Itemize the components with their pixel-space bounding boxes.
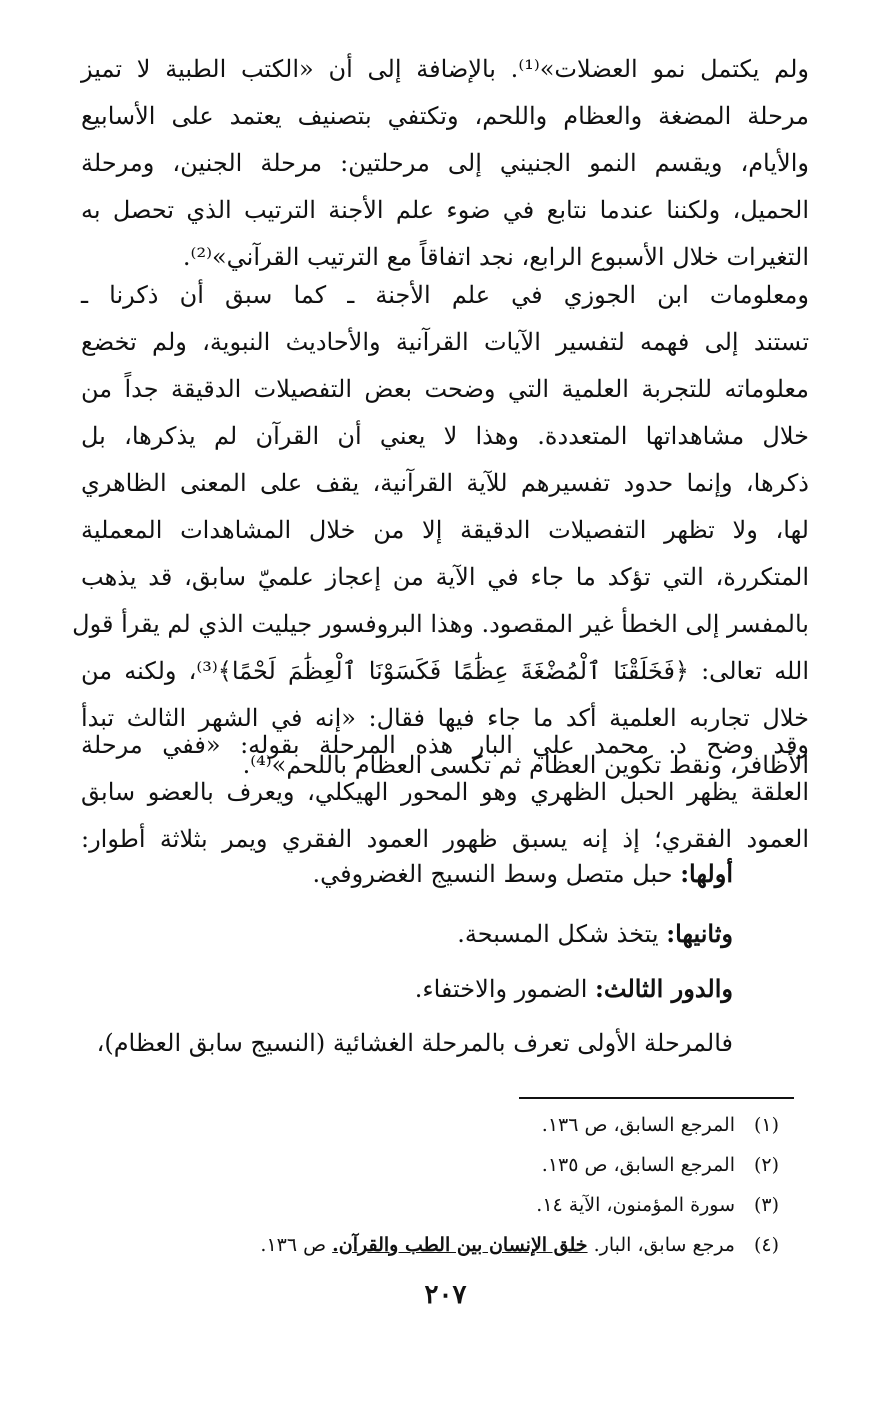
footnote-text: المرجع السابق، ص ١٣٥. xyxy=(541,1154,735,1176)
footnote-number: (١) xyxy=(753,1114,779,1136)
text-line: الحميل، ولكننا عندما نتابع في ضوء علم الأجنة الترتيب الذي تحصل به xyxy=(81,196,810,224)
paragraph-1 xyxy=(81,46,809,281)
stage-label: والدور الثالث: xyxy=(595,974,733,1003)
text-line: خلال مشاهداتها المتعددة. وهذا لا يعني أن القرآن لم يذكرها، بل xyxy=(81,422,809,450)
text-line: مرحلة المضغة والعظام واللحم، وتكتفي بتصنيف يعتمد على الأسابيع xyxy=(81,102,809,130)
footnote-text: مرجع سابق، البار. xyxy=(593,1234,735,1256)
footnote-number: (٣) xyxy=(753,1194,779,1216)
stage-item-1 xyxy=(313,850,733,897)
stage-label: وثانيها: xyxy=(666,919,733,948)
text-line: خلال تجاربه العلمية أكد ما جاء فيها فقال: «إنه في الشهر الثالث تبدأ xyxy=(81,704,809,732)
text-line: العمود الفقري؛ إذ إنه يسبق ظهور العمود الفقري ويمر بثلاثة أطوار: xyxy=(81,825,809,853)
footnote-page: ص ١٣٦. xyxy=(260,1234,327,1256)
text-line: ذكرها، وإنما حدود تفسيرهم للآية القرآنية، يقف على المعنى الظاهري xyxy=(81,469,809,497)
stage-text: يتخذ شكل المسبحة. xyxy=(457,920,659,948)
text-line: المتكررة، التي تؤكد ما جاء في الآية من إعجاز علميّ سابق، قد يذهب xyxy=(81,563,809,591)
stage-label: أولها: xyxy=(680,859,733,888)
footnote-text: المرجع السابق، ص ١٣٦. xyxy=(541,1114,735,1136)
stage-text: حبل متصل وسط النسيج الغضروفي. xyxy=(312,860,673,888)
stage-item-2 xyxy=(457,910,733,957)
text-line: وقد وضح د. محمد علي البار هذه المرحلة بقوله: «ففي مرحلة xyxy=(81,731,810,759)
text-line: ولم يكتمل نمو العضلات»⁽¹⁾. بالإضافة إلى أن «الكتب الطبية لا تميز xyxy=(81,55,809,83)
text-line: العلقة يظهر الحبل الظهري وهو المحور الهيكلي، ويعرف بالعضو سابق xyxy=(81,778,809,806)
footnote-4 xyxy=(260,1226,779,1264)
text-line: بالمفسر إلى الخطأ غير المقصود. وهذا البروفسور جيليت الذي لم يقرأ قول xyxy=(72,610,809,638)
stage-item-3 xyxy=(415,965,733,1012)
text-line: ومعلومات ابن الجوزي في علم الأجنة ـ كما سبق أن ذكرنا ـ xyxy=(81,281,809,309)
page-number: ٢٠٧ xyxy=(424,1280,467,1310)
footnote-number: (٤) xyxy=(753,1234,779,1256)
text-line: التغيرات خلال الأسبوع الرابع، نجد اتفاقاً مع الترتيب القرآني»⁽²⁾. xyxy=(182,243,809,271)
footnote-2 xyxy=(542,1146,779,1184)
paragraph-3 xyxy=(81,722,809,863)
footnote-number: (٢) xyxy=(753,1154,779,1176)
text-line-with-quran-verse: الله تعالى: ﴿فَخَلَقْنَا ٱلْمُضْغَةَ عِظَٰمًا فَكَسَوْنَا ٱلْعِظَٰمَ لَحْمًا﴾⁽³⁾، ولكنه من xyxy=(81,657,809,685)
footnote-1 xyxy=(542,1106,779,1144)
text-line: لها، ولا تظهر التفصيلات الدقيقة إلا من خلال المشاهدات المعملية xyxy=(81,516,809,544)
text-line: الأظافر، ونقط تكوين العظام ثم تكسى العظام باللحم»⁽⁴⁾. xyxy=(242,751,809,779)
text-line: والأيام، ويقسم النمو الجنيني إلى مرحلتين: مرحلة الجنين، ومرحلة xyxy=(81,149,809,177)
stage-text: الضمور والاختفاء. xyxy=(414,975,588,1003)
book-title: خلق الإنسان بين الطب والقرآن. xyxy=(332,1234,588,1256)
text-line: معلوماته للتجربة العلمية التي وضحت بعض التفصيلات الدقيقة جداً من xyxy=(81,375,809,403)
paragraph-2 xyxy=(72,272,809,789)
closing-line: فالمرحلة الأولى تعرف بالمرحلة الغشائية (النسيج سابق العظام)، xyxy=(96,1029,733,1057)
footnote-separator xyxy=(519,1097,794,1099)
text-line: تستند إلى فهمه لتفسير الآيات القرآنية والأحاديث النبوية، ولم تخضع xyxy=(81,328,809,356)
footnote-text: سورة المؤمنون، الآية ١٤. xyxy=(536,1194,735,1216)
footnote-3 xyxy=(536,1186,779,1224)
